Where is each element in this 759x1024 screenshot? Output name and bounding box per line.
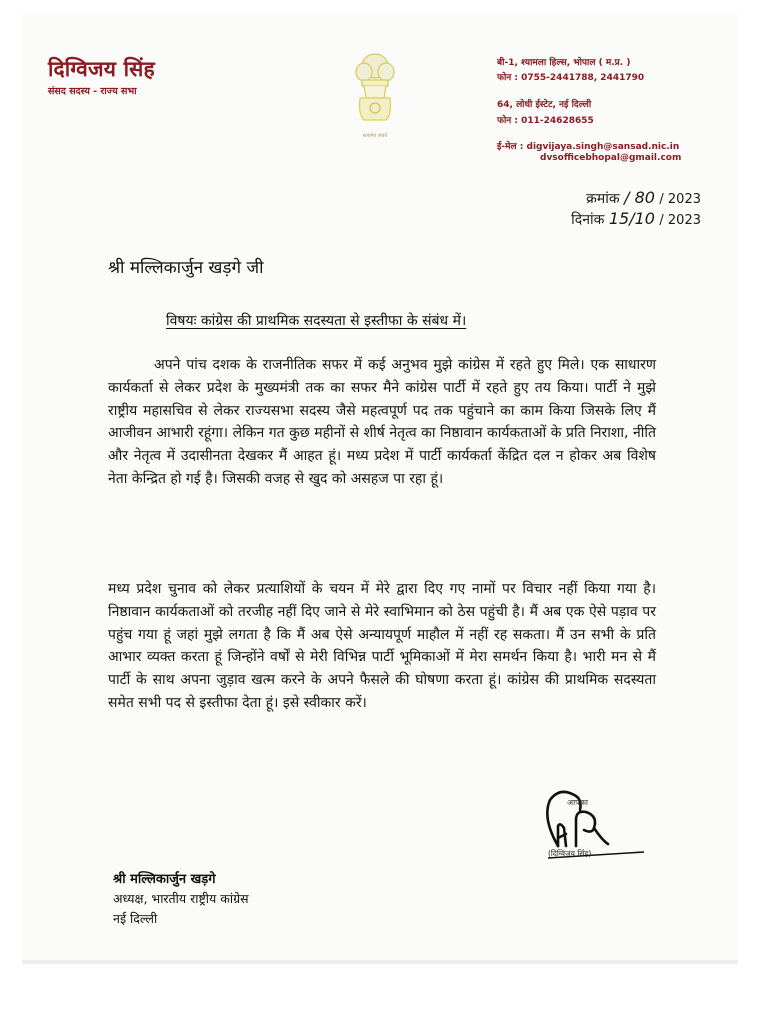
email-secondary[interactable]: dvsofficebhopal@gmail.com: [540, 153, 682, 163]
signature-closing: आपका: [567, 798, 588, 807]
signature-name: (दिग्विजय सिंह): [548, 849, 592, 858]
phone-delhi: फोन : 011-24628655: [497, 116, 594, 126]
reference-date: [571, 209, 701, 229]
reference-number-year: / 2023: [659, 192, 701, 207]
emblem-motto: सत्यमेव जयते: [362, 133, 388, 139]
letterhead-role: संसद सदस्य - राज्य सभा: [48, 86, 137, 97]
subject-line: विषयः कांग्रेस की प्राथमिक सदस्यता से इस्तीफा के संबंध में।: [166, 313, 467, 329]
recipient-city: नई दिल्ली: [113, 911, 158, 926]
state-emblem-icon: [350, 50, 400, 130]
phone-bhopal: फोन : 0755-2441788, 2441790: [497, 73, 645, 83]
reference-date-value: 15/10: [608, 209, 655, 228]
address-delhi: 64, लोधी ईस्टेट, नई दिल्ली: [497, 100, 592, 110]
recipient-name: श्री मल्लिकार्जुन खड़गे: [113, 872, 216, 887]
reference-date-label: दिनांक: [571, 212, 605, 228]
recipient-designation: अध्यक्ष, भारतीय राष्ट्रीय कांग्रेस: [113, 891, 249, 906]
reference-number-label: क्रमांक: [586, 191, 620, 207]
body-paragraph-2: मध्य प्रदेश चुनाव को लेकर प्रत्याशियों के चयन में मेरे द्वारा दिए गए नामों पर विचार नहीं किया गया है। निष्ठावान कार्यकताओं को तरजीह नहीं दिए जाने से मेरे स्वाभिमान को ठेस पहुंची है। मैं अब एक ऐसे पड़ाव पर पहुंच गया हूं जहां मुझे लगता है कि मैं अब ऐसे अन्यायपूर्ण माहौल में नहीं रह सकता। मैं उन सभी के प्रति आभार व्यक्त करता हूं जिन्होंने वर्षों से मेरी विभिन्न पार्टी भूमिकाओं में मेरा समर्थन किया है। भारी मन से मैं पार्टी के साथ अपना जुड़ाव खत्म करने के अपने फैसले की घोषणा करता हूं। कांग्रेस की प्राथमिक सदस्यता समेत सभी पद से इस्तीफा देता हूं। इसे स्वीकार करें।: [108, 581, 656, 711]
reference-number-value: / 80: [624, 188, 655, 207]
email-label: ई-मेल :: [497, 142, 527, 152]
address-bhopal: बी-1, श्यामला हिल्स, भोपाल ( म.प्र. ): [497, 58, 631, 68]
paper-edge: [22, 960, 738, 964]
salutation: श्री मल्लिकार्जुन खड़गे जी: [108, 258, 264, 278]
reference-number: [586, 188, 701, 208]
body-paragraph-1: अपने पांच दशक के राजनीतिक सफर में कई अनुभव मुझे कांग्रेस में रहते हुए मिले। एक साधारण कार्यकर्ता से लेकर प्रदेश के मुख्यमंत्री तक का सफर मैने कांग्रेस पार्टी में रहते हुए तय किया। पार्टी ने मुझे राष्ट्रीय महासचिव से लेकर राज्यसभा सदस्य जैसे महत्वपूर्ण पद तक पहुंचाने का काम किया जिसके लिए मैं आजीवन आभारी रहूंगा। लेकिन गत कुछ महीनों से शीर्ष नेतृत्व का निष्ठावान कार्यकताओं के प्रति निराशा, नीति और नेतृत्व में उदासीनता देखकर मैं आहत हूं। मध्य प्रदेश में पार्टी कार्यकर्ता केंद्रित दल न होकर अब विशेष नेता केन्द्रित हो गई है। जिसकी वजह से खुद को असहज पा रहा हूं।: [108, 357, 656, 487]
letterhead-name: दिग्विजय सिंह: [48, 57, 155, 81]
email-line: [497, 139, 679, 152]
reference-date-year: / 2023: [659, 213, 701, 228]
email-primary[interactable]: digvijaya.singh@sansad.nic.in: [526, 142, 680, 152]
